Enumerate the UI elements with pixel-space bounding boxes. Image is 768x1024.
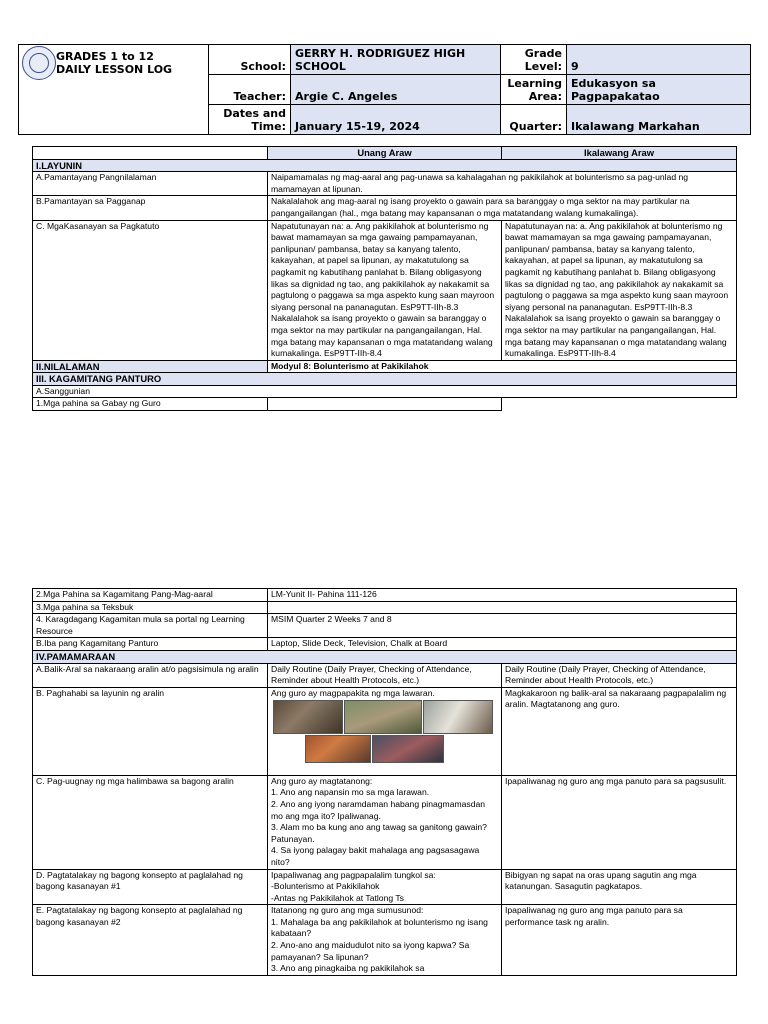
day1-cell: Itatanong ng guro ang mga sumusunod: 1. Mahalaga ba ang pakikilahok at bolunterismo ng isang kabataan? 2. Ano-ano ang maidudulot nito sa iyong kapwa? Sa pamayanan? Sa lipunan? 3. Ano ang pinagkaiba ng pakikilahok sa [268,905,502,976]
table-row [33,172,737,196]
grade-level-value: 9 [567,45,751,75]
learning-area-value: Edukasyon sa Pagpapakatao [567,75,751,105]
grades-line: GRADES 1 to 12 [56,50,154,63]
row-label: B. Paghahabi sa layunin ng aralin [33,687,268,775]
table-row [33,663,737,687]
row-text: LM-Yunit II- Pahina 111-126 [268,589,737,602]
table-row [33,687,737,775]
teacher-label: Teacher: [209,75,291,105]
row-label: D. Pagtatalakay ng bagong konsepto at paglalahad ng bagong kasanayan #1 [33,869,268,905]
table-row [33,385,737,398]
teacher-value: Argie C. Angeles [291,75,501,105]
grade-level-label: Grade Level: [501,45,567,75]
day2-cell: Bibigyan ng sapat na oras upang sagutin ang mga katanungan. Sasagutin pagkatapos. [502,869,737,905]
table-row [33,869,737,905]
dates-label: Dates and Time: [209,105,291,135]
row-label: 3.Mga pahina sa Teksbuk [33,601,268,614]
photo-collage [271,700,498,762]
photo-4 [305,735,371,763]
table-row [33,196,737,220]
table-row [33,614,737,638]
header-table [18,44,751,135]
row-label: C. MgaKasanayan sa Pagkatuto [33,220,268,360]
section-nilalaman: II.NILALAMAN [33,360,268,373]
row-text: Naipamamalas ng mag-aaral ang pag-unawa sa kahalagahan ng pakikilahok at bolunterismo sa pag-unlad ng mamamayan at lipunan. [268,172,737,196]
row-text: MSIM Quarter 2 Weeks 7 and 8 [268,614,737,638]
nilalaman-value: Modyul 8: Bolunterismo at Pakikilahok [268,360,737,373]
table-row [33,638,737,651]
table-row [33,905,737,976]
day1-cell [268,687,502,775]
day1-cell: Napatutunayan na: a. Ang pakikilahok at bolunterismo ng bawat mamamayan sa mga gawaing pampamayanan, panlipunan/ pambansa, batay sa kanyang talento, kakayahan, at papel sa lipunan, ay makatutulong sa pagkamit ng kabutihang panlahat b. Bilang obligasyong likas sa dignidad ng tao, ang pakikilahok ay nakakamit sa pagtulong o paggawa sa mga aspekto kung saan mayroon siyang personal na pananagutan. EsP9TT-IIh-8.3 Nakalalahok sa isang proyekto o gawain sa baranggay o mga sektor na may partikular na pangangailangan, Hal. mga batang may kapansanan o mga matatandang walang kumakalinga. EsP9TT-IIh-8.4 [268,220,502,360]
quarter-label: Quarter: [501,105,567,135]
row-text: Nakalalahok ang mag-aaral ng isang proyekto o gawain para sa baranggay o mga sektor na may partikular na pangangailangan (hal., mga batang may kapansanan o mga matatandang walang kumakalinga). [268,196,737,220]
empty-header-cell [33,147,268,160]
dll-line: DAILY LESSON LOG [56,63,173,76]
paghahabi-text: Ang guro ay magpapakita ng mga lawaran. [271,687,435,698]
logo-cell [19,45,209,135]
quarter-value: Ikalawang Markahan [567,105,751,135]
day2-cell: Napatutunayan na: a. Ang pakikilahok at bolunterismo ng bawat mamamayan sa mga gawaing pampamayanan, panlipunan/ pambansa, batay sa kanyang talento, kakayahan, at papel sa lipunan, ay makatutulong sa pagkamit ng kabutihang panlahat b. Bilang obligasyong likas sa dignidad ng tao, ang pakikilahok ay nakakamit sa pagtulong o paggawa sa mga aspekto kung saan mayroon siyang personal na pananagutan. EsP9TT-IIh-8.3 Nakalalahok sa isang proyekto o gawain sa baranggay o mga sektor na may partikular na pangangailangan, Hal. mga batang may kapansanan o mga matatandang walang kumakalinga. EsP9TT-IIh-8.4 [502,220,737,360]
photo-1 [273,700,343,734]
day1-cell: Ang guro ay magtatanong: 1. Ano ang napansin mo sa mga larawan. 2. Ano ang iyong naramdaman habang pinagmamasdan mo ang mga ito? Ipaliwanag. 3. Alam mo ba kung ano ang tawag sa ganitong gawain? Patunayan. 4. Sa iyong palagay bakit mahalaga ang pagsasagawa nito? [268,775,502,869]
section-kagamitan: III. KAGAMITANG PANTURO [33,373,737,386]
row-label: C. Pag-uugnay ng mga halimbawa sa bagong aralin [33,775,268,869]
table-row [33,601,737,614]
section-row [33,159,737,172]
column-header-row [33,147,737,160]
section-layunin: I.LAYUNIN [33,159,737,172]
photo-2 [344,700,422,734]
day1-header: Unang Araw [268,147,502,160]
row-label: B.Iba pang Kagamitang Panturo [33,638,268,651]
row-label: A.Pamantayang Pangnilalaman [33,172,268,196]
school-label: School: [209,45,291,75]
photo-3 [423,700,493,734]
row-label: E. Pagtatalakay ng bagong konsepto at paglalahad ng bagong kasanayan #2 [33,905,268,976]
row-text [268,601,737,614]
row-label: 2.Mga Pahina sa Kagamitang Pang-Mag-aaral [33,589,268,602]
lesson-log-table-part2 [32,588,737,976]
row-label: 4. Karagdagang Kagamitan mula sa portal ng Learning Resource [33,614,268,638]
table-row [33,220,737,360]
photo-5 [372,735,444,763]
day2-cell: Magkakaroon ng balik-aral sa nakaraang pagpapalalim ng aralin. Magtatanong ang guro. [502,687,737,775]
day2-header: Ikalawang Araw [502,147,737,160]
school-value: GERRY H. RODRIGUEZ HIGH SCHOOL [291,45,501,75]
day1-cell: Daily Routine (Daily Prayer, Checking of Attendance, Reminder about Health Protocols, etc.) [268,663,502,687]
row-label: B.Pamantayan sa Pagganap [33,196,268,220]
table-row [33,775,737,869]
lesson-log-table-part1 [32,146,737,411]
row-label: 1.Mga pahina sa Gabay ng Guro [33,398,268,411]
section-row [33,650,737,663]
section-pamamaraan: IV.PAMAMARAAN [33,650,737,663]
table-row [33,589,737,602]
row-label: A.Sanggunian [33,385,737,398]
section-row [33,373,737,386]
dates-value: January 15-19, 2024 [291,105,501,135]
learning-area-label: Learning Area: [501,75,567,105]
day2-cell: Ipapaliwanag ng guro ang mga panuto para sa performance task ng aralin. [502,905,737,976]
row-label: A.Balik-Aral sa nakaraang aralin at/o pagsisimula ng aralin [33,663,268,687]
day2-cell: Daily Routine (Daily Prayer, Checking of Attendance, Reminder about Health Protocols, etc.) [502,663,737,687]
section-row [33,360,737,373]
table-row [33,398,737,411]
row-text: Laptop, Slide Deck, Television, Chalk at Board [268,638,737,651]
day1-cell: Ipapaliwanag ang pagpapalalim tungkol sa: -Bolunterismo at Pakikilahok -Antas ng Pakikilahok at Tatlong Ts [268,869,502,905]
day2-cell: Ipapaliwanag ng guro ang mga panuto para sa pagsusulit. [502,775,737,869]
row-text [268,398,502,411]
